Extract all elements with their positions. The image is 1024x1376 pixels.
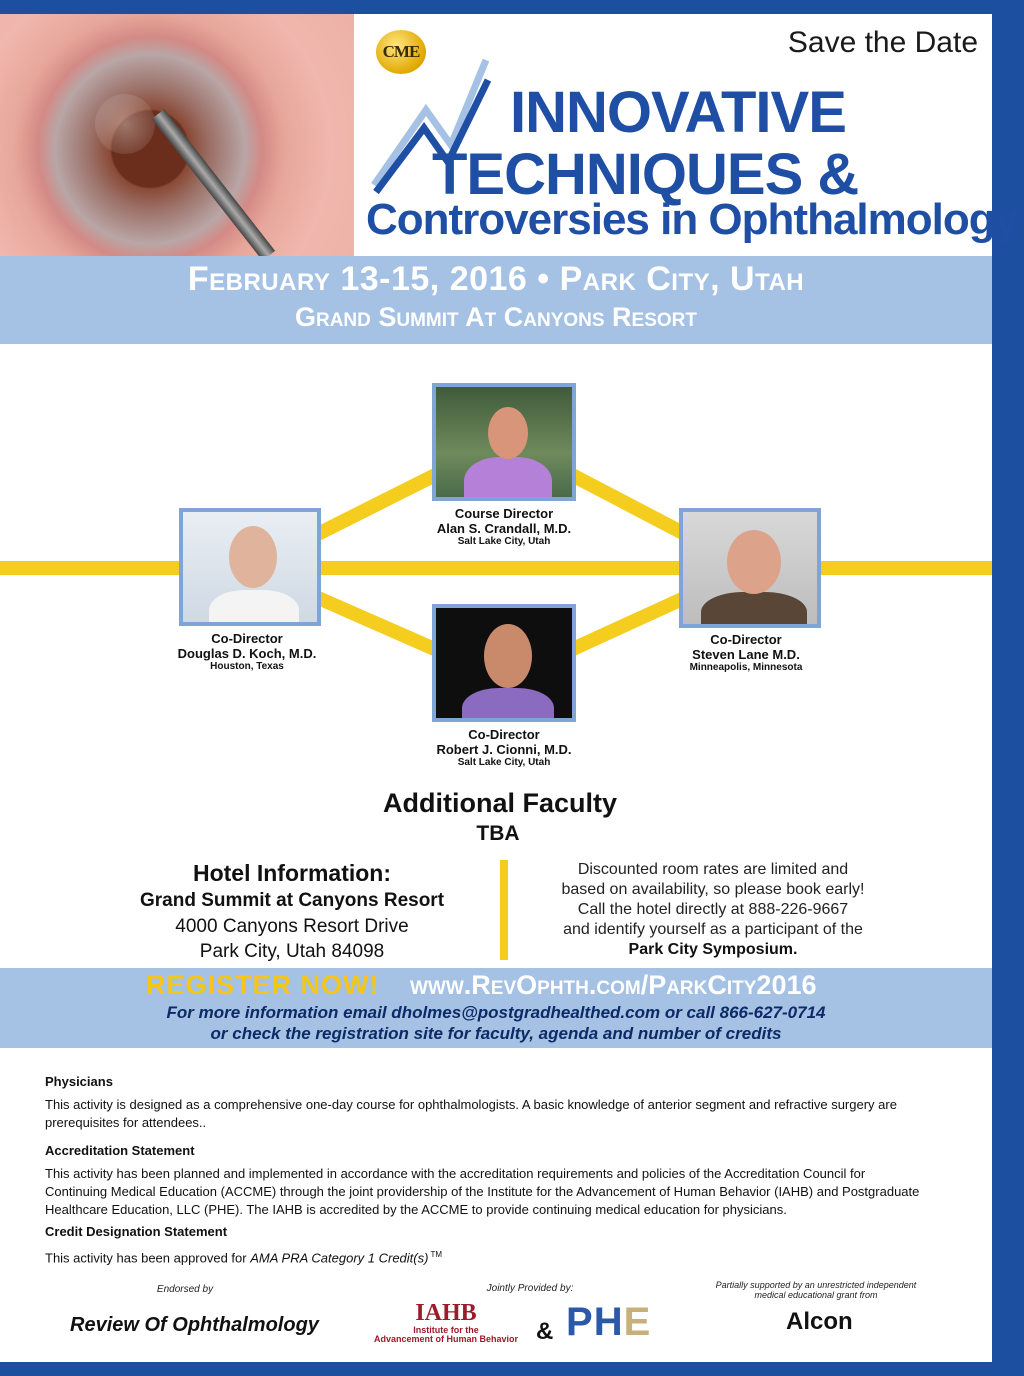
faculty-city: Salt Lake City, Utah bbox=[457, 536, 551, 547]
photo-face bbox=[727, 530, 781, 594]
faculty-city: Houston, Texas bbox=[210, 661, 284, 672]
eye-surgery-photo bbox=[0, 14, 354, 256]
title-line-2: TECHNIQUES & bbox=[432, 142, 859, 207]
accreditation-heading: Accreditation Statement bbox=[45, 1143, 195, 1158]
room-note-line: and identify yourself as a participant of the bbox=[563, 921, 863, 938]
faculty-role: Co-Director bbox=[211, 631, 283, 646]
physicians-heading: Physicians bbox=[45, 1074, 113, 1089]
accreditation-text: This activity has been planned and implemented in accordance with the accreditation requirements and policies of the Accreditation Council for Continuing Medical Education (ACCME) through the joint providership of the Institute for the Advancement of Human Behavior (IAHB) and Postgraduate Healthcare Education, LLC (PHE). The IAHB is accredited by the ACCME to provide continuing medical education for physicians. bbox=[45, 1166, 920, 1217]
event-venue: Grand Summit At Canyons Resort bbox=[294, 302, 697, 332]
phe-letter-p: P bbox=[566, 1300, 594, 1344]
grant-support-label bbox=[700, 1280, 932, 1300]
phe-logo bbox=[566, 1300, 651, 1345]
review-of-ophthalmology-logo: Review Of Ophthalmology bbox=[70, 1314, 319, 1336]
physicians-text: This activity is designed as a comprehensive one-day course for ophthalmologists. A basic knowledge of anterior segment and refractive surgery are prerequisites for attendees.. bbox=[45, 1097, 897, 1130]
faculty-role: Course Director bbox=[454, 506, 554, 521]
faculty-name: Alan S. Crandall, M.D. bbox=[436, 521, 572, 536]
register-info bbox=[0, 1002, 992, 1044]
photo-face bbox=[229, 526, 277, 588]
room-note-line: Call the hotel directly at 888-226-9667 bbox=[577, 901, 849, 918]
jointly-provided-label: Jointly Provided by: bbox=[486, 1283, 574, 1294]
accreditation-section bbox=[45, 1142, 925, 1219]
hotel-address-2: Park City, Utah 84098 bbox=[199, 941, 385, 962]
grant-support-line: Partially supported by an unrestricted independent bbox=[715, 1280, 917, 1290]
event-date-location: February 13-15, 2016 • Park City, Utah bbox=[187, 260, 805, 298]
credit-heading: Credit Designation Statement bbox=[45, 1224, 228, 1239]
photo-lane bbox=[679, 508, 821, 628]
additional-faculty-title: Additional Faculty bbox=[382, 788, 617, 818]
grant-support-line: medical educational grant from bbox=[754, 1290, 878, 1300]
faculty-role: Co-Director bbox=[710, 632, 782, 647]
iahb-logo-sub-1: Institute for the bbox=[413, 1325, 479, 1335]
cme-badge: CME bbox=[376, 30, 426, 74]
ampersand: & bbox=[536, 1318, 554, 1345]
photo-face bbox=[488, 407, 528, 459]
faculty-city: Minneapolis, Minnesota bbox=[689, 662, 803, 673]
register-info-line: or check the registration site for faculty, agenda and number of credits bbox=[210, 1024, 782, 1043]
photo-cionni bbox=[432, 604, 576, 722]
hotel-title: Hotel Information: bbox=[192, 860, 392, 886]
physicians-section bbox=[45, 1073, 945, 1132]
credit-text-prefix: This activity has been approved for bbox=[45, 1250, 251, 1266]
photo-koch bbox=[179, 508, 321, 626]
faculty-koch bbox=[147, 631, 347, 672]
photo-body bbox=[701, 592, 807, 628]
surgical-instrument bbox=[152, 109, 275, 256]
hotel-name: Grand Summit at Canyons Resort bbox=[139, 890, 445, 911]
room-note-line: Discounted room rates are limited and bbox=[577, 861, 849, 878]
endorsed-label: Endorsed by bbox=[156, 1284, 214, 1295]
photo-body bbox=[462, 688, 554, 722]
save-the-date: Save the Date bbox=[787, 26, 978, 59]
faculty-cionni bbox=[404, 727, 604, 768]
credit-text bbox=[45, 1246, 945, 1267]
faculty-name: Steven Lane M.D. bbox=[692, 647, 800, 662]
faculty-name: Douglas D. Koch, M.D. bbox=[177, 646, 317, 661]
alcon-logo: Alcon bbox=[786, 1308, 853, 1335]
trademark-mark: TM bbox=[428, 1250, 443, 1259]
phe-letter-e: E bbox=[623, 1300, 652, 1344]
hotel-info bbox=[120, 858, 464, 964]
room-note-line: based on availability, so please book early! bbox=[561, 881, 865, 898]
faculty-city: Salt Lake City, Utah bbox=[457, 757, 551, 768]
faculty-role: Co-Director bbox=[468, 727, 540, 742]
additional-faculty-value: TBA bbox=[476, 822, 520, 845]
iahb-logo-sub-2: Advancement of Human Behavior bbox=[373, 1334, 519, 1344]
iahb-logo-text: IAHB bbox=[415, 1300, 477, 1326]
faculty-crandall bbox=[404, 506, 604, 547]
photo-face bbox=[484, 624, 532, 688]
photo-body bbox=[209, 590, 299, 626]
register-url-link[interactable]: www.RevOphth.com/ParkCity2016 bbox=[410, 970, 817, 1000]
faculty-lane bbox=[646, 632, 846, 673]
top-border bbox=[0, 0, 1024, 14]
register-now[interactable]: REGISTER NOW! bbox=[146, 970, 380, 1000]
photo-reflex bbox=[95, 94, 155, 154]
photo-body bbox=[464, 457, 552, 501]
hotel-divider bbox=[500, 860, 508, 960]
register-info-line: For more information email dholmes@postgradhealthed.com or call 866-627-0714 bbox=[166, 1003, 826, 1022]
room-rate-note bbox=[540, 860, 886, 960]
faculty-name: Robert J. Cionni, M.D. bbox=[436, 742, 572, 757]
credit-text-italic: AMA PRA Category 1 Credit(s) bbox=[250, 1250, 429, 1266]
phe-letter-h: H bbox=[593, 1300, 624, 1344]
photo-crandall bbox=[432, 383, 576, 501]
room-note-symposium: Park City Symposium. bbox=[628, 941, 798, 958]
credit-section bbox=[45, 1223, 945, 1267]
title-line-1: INNOVATIVE bbox=[510, 80, 846, 145]
iahb-logo bbox=[366, 1300, 526, 1344]
title-line-3: Controversies in Ophthalmology bbox=[366, 195, 1019, 244]
bottom-border bbox=[0, 1362, 1024, 1376]
hotel-address-1: 4000 Canyons Resort Drive bbox=[175, 916, 409, 937]
